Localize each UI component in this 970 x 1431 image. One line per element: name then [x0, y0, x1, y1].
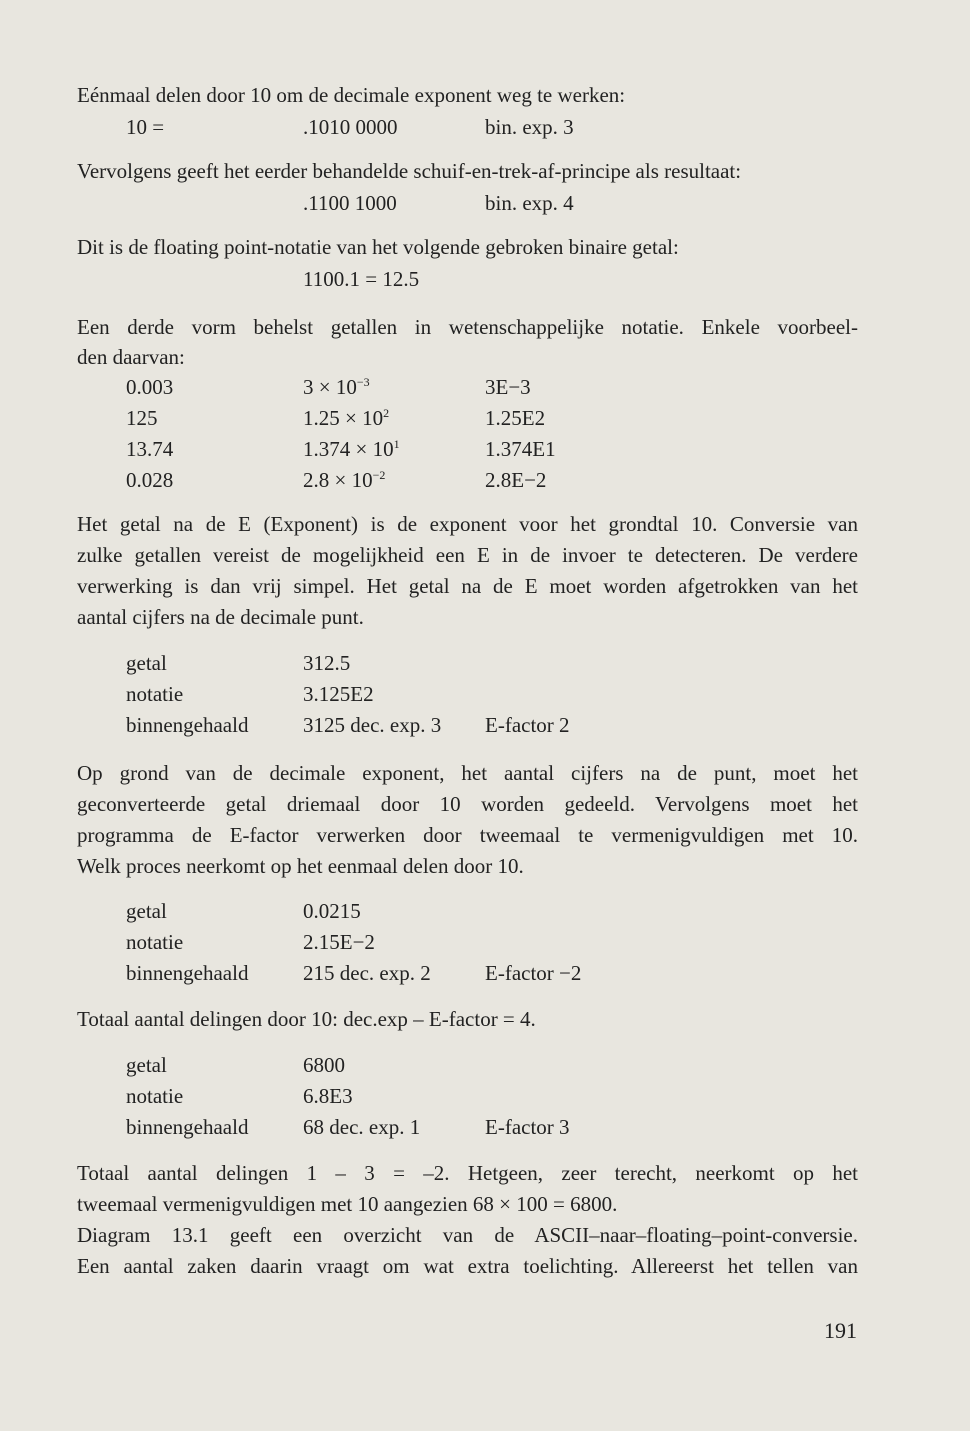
text-line: Dit is de floating point-notatie van het volgende gebroken binaire getal: — [77, 235, 679, 259]
example-label: getal — [126, 899, 167, 923]
formula-result: 1100.1 = 12.5 — [303, 267, 420, 291]
sci-e-notation: 1.374E1 — [485, 437, 556, 461]
example-value: 312.5 — [303, 651, 351, 675]
sci-decimal: 0.003 — [126, 375, 174, 399]
example-value: 2.15E−2 — [303, 930, 375, 954]
text-line: Totaal aantal delingen 1 – 3 = –2. Hetgeen, zeer terecht, neerkomt op het — [77, 1161, 858, 1185]
text-line: Totaal aantal delingen door 10: dec.exp – E-factor = 4. — [77, 1007, 536, 1031]
sci-e-notation: 3E−3 — [485, 375, 531, 399]
example-efactor: E-factor 2 — [485, 713, 570, 737]
text-line: den daarvan: — [77, 345, 185, 369]
example-efactor: E-factor 3 — [485, 1115, 570, 1139]
sci-decimal: 125 — [126, 406, 158, 430]
formula-exp: bin. exp. 4 — [485, 191, 574, 215]
sci-decimal: 0.028 — [126, 468, 174, 492]
text-line: geconverteerde getal driemaal door 10 worden gedeeld. Vervolgens moet het — [77, 792, 858, 816]
text-line: Eénmaal delen door 10 om de decimale exponent weg te werken: — [77, 83, 626, 107]
example-label: notatie — [126, 1084, 184, 1108]
example-value: 3125 dec. exp. 3 — [303, 713, 442, 737]
sci-e-notation: 1.25E2 — [485, 406, 546, 430]
page-number: 191 — [824, 1318, 857, 1343]
sci-power: $2.8 \times 10^{-2}$ — [303, 468, 386, 492]
example-label: notatie — [126, 682, 184, 706]
text-line: Het getal na de E (Exponent) is de exponent voor het grondtal 10. Conversie van — [77, 512, 858, 536]
example-label: getal — [126, 651, 167, 675]
text-line: zulke getallen vereist de mogelijkheid een E in de invoer te detecteren. De verdere — [77, 543, 858, 567]
example-value: 0.0215 — [303, 899, 361, 923]
text-line: Een aantal zaken daarin vraagt om wat extra toelichting. Allereerst het tellen van — [77, 1254, 858, 1278]
example-label: binnengehaald — [126, 1115, 249, 1139]
text-line: aantal cijfers na de decimale punt. — [77, 605, 364, 629]
example-label: binnengehaald — [126, 713, 249, 737]
text-line: Vervolgens geeft het eerder behandelde schuif-en-trek-af-principe als resultaat: — [77, 159, 742, 183]
text-line: Welk proces neerkomt op het eenmaal delen door 10. — [77, 854, 524, 878]
formula-lhs: 10 = — [126, 115, 165, 139]
text-line: tweemaal vermenigvuldigen met 10 aangezien 68 × 100 = 6800. — [77, 1192, 618, 1216]
text-line: verwerking is dan vrij simpel. Het getal na de E moet worden afgetrokken van het — [77, 574, 858, 598]
sci-power: $3 \times 10^{-3}$ — [303, 375, 370, 399]
text-line: programma de E-factor verwerken door tweemaal te vermenigvuldigen met 10. — [77, 823, 858, 847]
example-value: 6800 — [303, 1053, 345, 1077]
example-label: binnengehaald — [126, 961, 249, 985]
example-value: 68 dec. exp. 1 — [303, 1115, 421, 1139]
example-value: 215 dec. exp. 2 — [303, 961, 431, 985]
sci-e-notation: 2.8E−2 — [485, 468, 547, 492]
example-label: getal — [126, 1053, 167, 1077]
sci-power: $1.374 \times 10^1$ — [303, 437, 400, 461]
text-line: Diagram 13.1 geeft een overzicht van de ASCII–naar–floating–point-conversie. — [77, 1223, 858, 1247]
sci-decimal: 13.74 — [126, 437, 174, 461]
formula-binary: .1010 0000 — [303, 115, 398, 139]
text-line: Een derde vorm behelst getallen in wetenschappelijke notatie. Enkele voorbeel- — [77, 315, 858, 339]
sci-power: $1.25 \times 10^2$ — [303, 406, 390, 430]
example-value: 6.8E3 — [303, 1084, 353, 1108]
example-value: 3.125E2 — [303, 682, 374, 706]
example-efactor: E-factor −2 — [485, 961, 582, 985]
formula-binary: .1100 1000 — [303, 191, 397, 215]
formula-exp: bin. exp. 3 — [485, 115, 574, 139]
example-label: notatie — [126, 930, 184, 954]
text-line: Op grond van de decimale exponent, het aantal cijfers na de punt, moet het — [77, 761, 858, 785]
